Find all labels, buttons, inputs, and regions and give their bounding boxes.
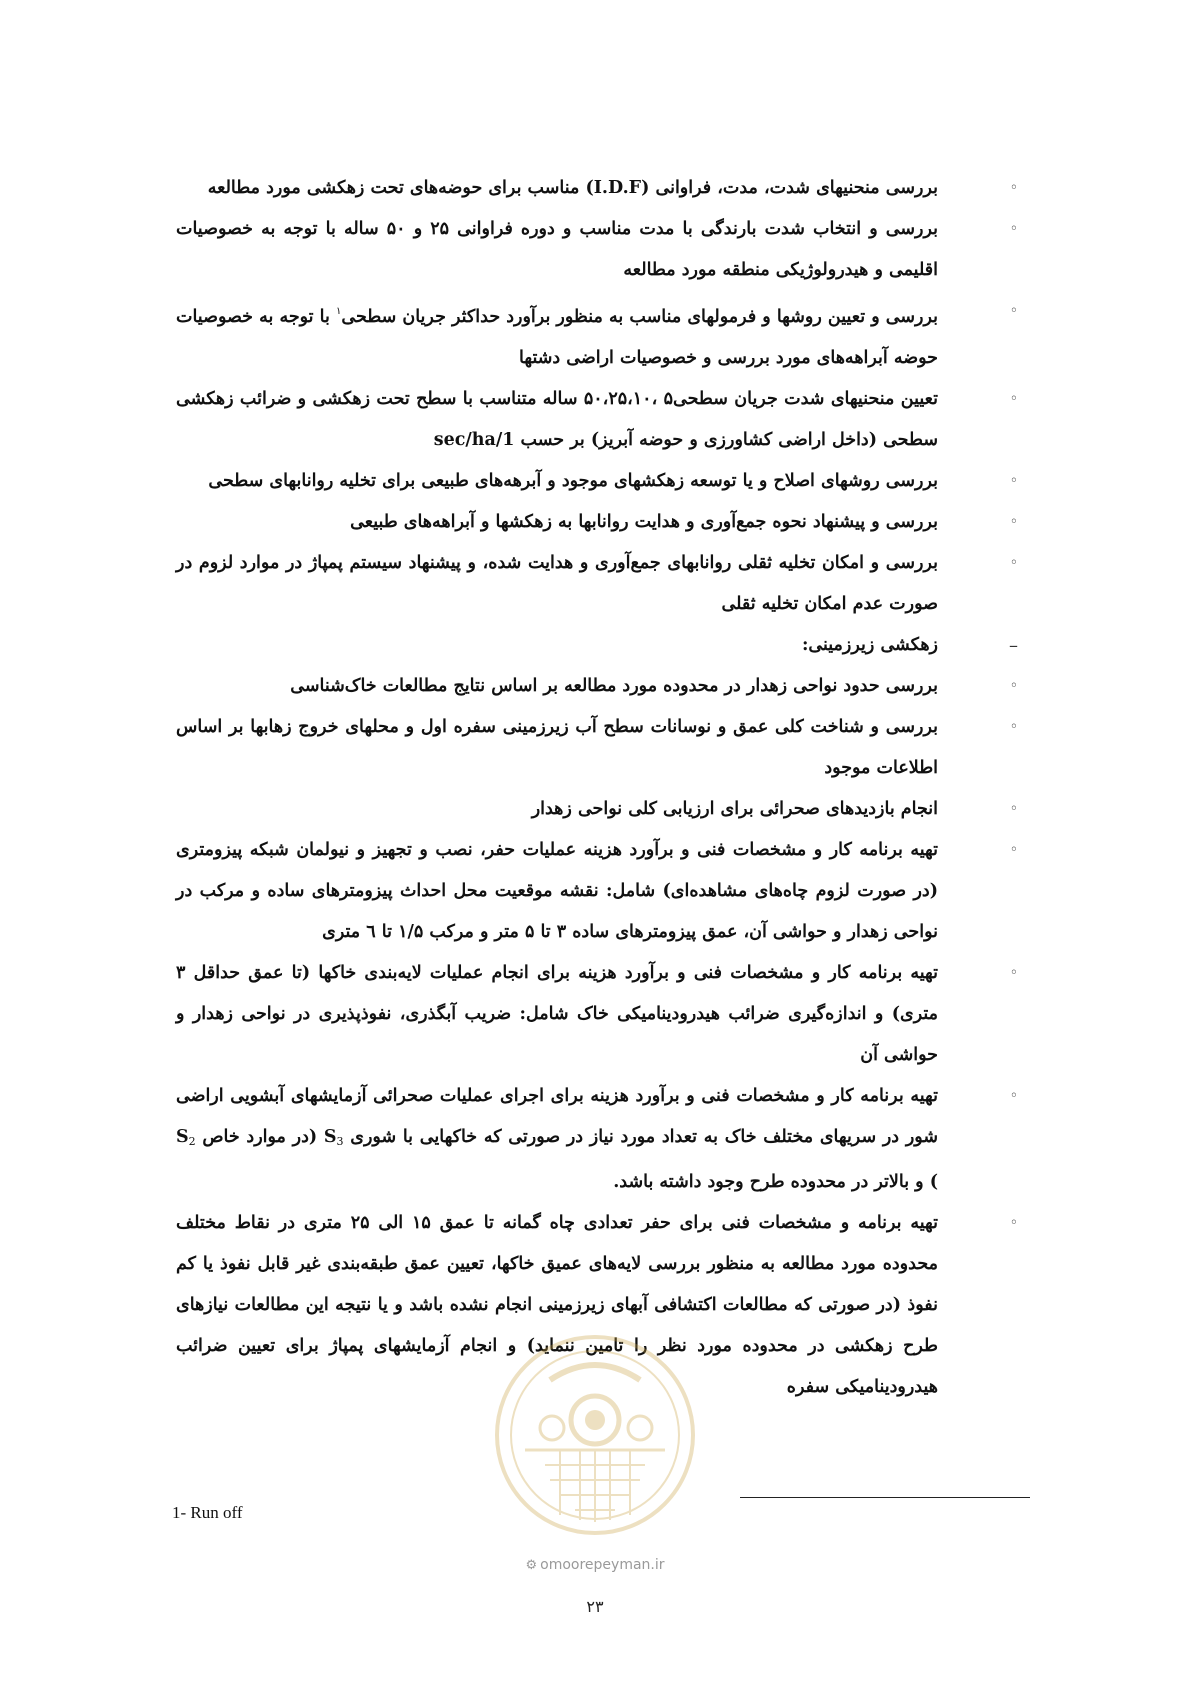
list-item [176, 502, 1028, 543]
bullet-marker: ◦ [1009, 391, 1018, 407]
bullet-marker: ◦ [1009, 1088, 1018, 1104]
watermark-site-text: omoorepeyman.ir [540, 1557, 665, 1573]
bullet-marker: ◦ [1009, 514, 1018, 530]
list-item [176, 953, 1028, 1076]
seal-logo-icon [490, 1330, 700, 1540]
list-item-text: بررسی و امکان تخلیه ثقلی روانابهای جمع‌آوری و هدایت شده، و پیشنهاد سیستم پمپاژ در موارد لزوم در صورت عدم امکان تخلیه ثقلی [176, 553, 938, 614]
list-item-text: تعیین منحنیهای شدت جریان سطحی۵ ،۵۰،۲۵،۱۰ ساله متناسب با سطح تحت زهکشی و ضرائب زهکشی سطحی (داخل اراضی کشاورزی و حوضه آبریز) بر حسب 1/sec/ha [176, 389, 938, 450]
list-item-text: بررسی حدود نواحی زهدار در محدوده مورد مطالعه بر اساس نتایج مطالعات خاک‌شناسی [290, 676, 938, 696]
list-item-text: بررسی منحنیهای شدت، مدت، فراوانی (I.D.F) مناسب برای حوضه‌های تحت زهکشی مورد مطالعه [207, 178, 938, 198]
bullet-marker: ◦ [1009, 473, 1018, 489]
list-item-text: بررسی و انتخاب شدت بارندگی با مدت مناسب و دوره فراوانی ۲۵ و ۵۰ ساله با توجه به خصوصیات اقلیمی و هیدرولوژیکی منطقه مورد مطالعه [176, 219, 938, 280]
footnote-separator [740, 1497, 1030, 1498]
bullet-marker: ◦ [1009, 965, 1018, 981]
list-item [176, 379, 1028, 461]
page-number: ۲۳ [586, 1597, 604, 1616]
watermark-site [0, 1557, 1190, 1573]
list-item [176, 168, 1028, 209]
list-item-text: با توجه به خصوصیات حوضه آبراهه‌های مورد بررسی و خصوصیات اراضی دشتها [176, 307, 938, 368]
list-item [176, 543, 1028, 625]
list-item [176, 830, 1028, 953]
section-heading-text: زهکشی زیرزمینی: [801, 635, 938, 655]
bullet-marker: ◦ [1009, 180, 1018, 196]
footnote-reference: ۱ [335, 306, 342, 317]
salinity-class-s3: $S_3$ [323, 1127, 344, 1148]
salinity-class-s2: $S_2$ [176, 1127, 196, 1148]
list-item-text: بررسی و شناخت کلی عمق و نوسانات سطح آب زیرزمینی سفره اول و محلهای خروج زهابها بر اساس اطلاعات موجود [176, 717, 938, 778]
list-item-text: بررسی روشهای اصلاح و یا توسعه زهکشهای موجود و آبرهه‌های طبیعی برای تخلیه روانابهای سطحی [208, 471, 938, 491]
bullet-marker: ◦ [1009, 678, 1018, 694]
list-item-text: بررسی و تعیین روشها و فرمولهای مناسب به منظور برآورد حداکثر جریان سطحی [341, 307, 939, 327]
list-item-text: تهیه برنامه کار و مشخصات فنی و برآورد هزینه عملیات حفر، نصب و تجهیز و نیولمان شبکه پیزومتری (در صورت لزوم چاه‌های مشاهده‌ای) شامل: نقشه موقعیت محل احداث پیزومترهای ساده و مرکب در نواحی زهدار و حواشی آن، عمق پیزومترهای ساده ۳ تا ۵ متر و مرکب ۱/۵ تا ٦ متری [176, 840, 938, 942]
list-item [176, 789, 1028, 830]
bullet-marker: ◦ [1009, 555, 1018, 571]
bullet-marker: ◦ [1009, 303, 1018, 319]
list-item-text: تهیه برنامه کار و مشخصات فنی و برآورد هزینه برای انجام عملیات لایه‌بندی خاکها (تا عمق حداقل ۳ متری) و اندازه‌گیری ضرائب هیدرودینامیکی خاک شامل: ضریب آبگذری، نفوذپذیری در نواحی زهدار و حواشی آن [176, 963, 938, 1065]
list-item [176, 1076, 1028, 1203]
list-item [176, 209, 1028, 291]
document-body [176, 168, 1028, 1408]
list-item-text: تهیه برنامه و مشخصات فنی برای حفر تعدادی چاه گمانه تا عمق ۱۵ الی ۲۵ متری در نقاط مختلف محدوده مورد مطالعه به منظور بررسی لایه‌های عمیق خاکها، تعیین عمق طبقه‌بندی غیر قابل نفوذ یا کم نفوذ (در صورتی که مطالعات اکتشافی آبهای زیرزمینی انجام نشده باشد و یا نتیجه این مطالعات نیازهای طرح زهکشی در محدوده مورد نظر را تامین ننماید) و انجام آزمایشهای پمپاژ برای تعیین ضرائب هیدرودینامیکی سفره [176, 1213, 938, 1397]
list-item [176, 707, 1028, 789]
list-item-text: انجام بازدیدهای صحرائی برای ارزیابی کلی نواحی زهدار [531, 799, 938, 819]
list-item-text: تهیه برنامه کار و مشخصات فنی و برآورد هزینه برای اجرای عملیات صحرائی آزمایشهای آبشویی اراضی شور در سریهای مختلف خاک به تعداد مورد نیاز در صورتی که خاکهایی با شوری [176, 1086, 938, 1147]
list-item-text: ) و بالاتر در محدوده طرح وجود داشته باشد. [613, 1172, 938, 1192]
section-heading [176, 625, 1028, 666]
list-item [176, 291, 1028, 379]
list-item-text: (در موارد خاص [195, 1127, 324, 1147]
bullet-marker: ◦ [1009, 842, 1018, 858]
list-item-text: بررسی و پیشنهاد نحوه جمع‌آوری و هدایت روانابها به زهکشها و آبراهه‌های طبیعی [350, 512, 938, 532]
bullet-marker: ◦ [1009, 1215, 1018, 1231]
seal-logo-icon: ⚙ [525, 1558, 538, 1573]
list-item [176, 461, 1028, 502]
dash-marker: – [1009, 635, 1018, 656]
bullet-marker: ◦ [1009, 801, 1018, 817]
bullet-marker: ◦ [1009, 719, 1018, 735]
footnote: 1- Run off [172, 1503, 243, 1522]
list-item [176, 666, 1028, 707]
bullet-marker: ◦ [1009, 221, 1018, 237]
watermark-logo [490, 1330, 700, 1544]
